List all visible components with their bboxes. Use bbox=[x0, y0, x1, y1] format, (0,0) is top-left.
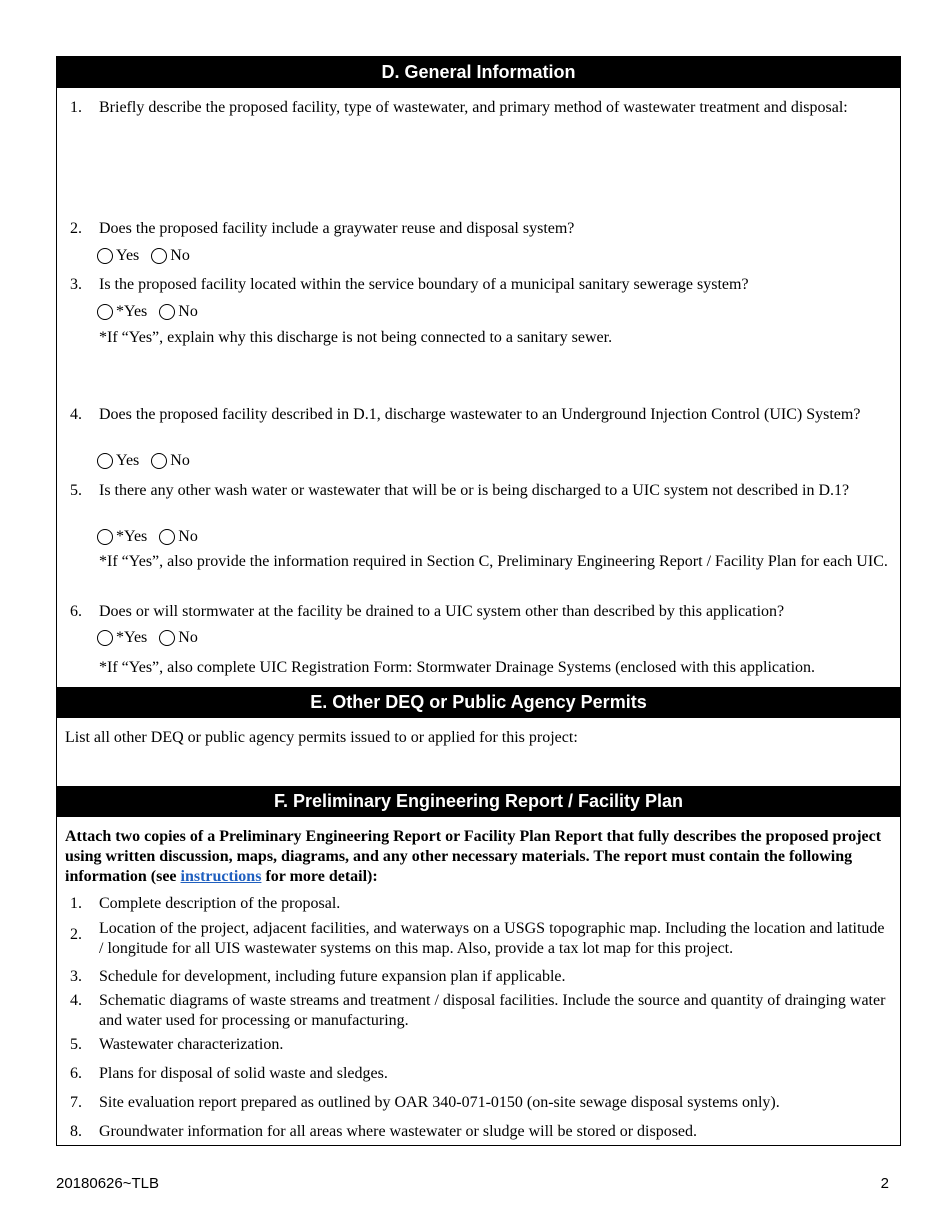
q6-yes-option[interactable] bbox=[97, 629, 147, 647]
q4-no-label: No bbox=[170, 452, 190, 469]
q4-text: Does the proposed facility described in D.1, discharge wastewater to an Underground Injection Control (UIC) System? bbox=[99, 406, 861, 423]
radio-circle-icon[interactable] bbox=[97, 529, 113, 545]
f-item-8-text: Groundwater information for all areas where wastewater or sludge will be stored or disposed. bbox=[99, 1123, 698, 1140]
q6-no-label: No bbox=[178, 629, 198, 646]
q1-text: Briefly describe the proposed facility, type of wastewater, and primary method of wastewater treatment and disposal: bbox=[99, 99, 848, 116]
section-e-text: List all other DEQ or public agency permits issued to or applied for this project: bbox=[65, 729, 578, 746]
q4-yes-option[interactable] bbox=[97, 452, 139, 470]
q2-yes-label: Yes bbox=[116, 247, 140, 264]
q5-text: Is there any other wash water or wastewater that will be or is being discharged to a UIC system not described in D.1? bbox=[99, 482, 850, 499]
q5-number: 5. bbox=[70, 482, 82, 499]
f-item-8-number: 8. bbox=[70, 1123, 82, 1140]
q4-no-option[interactable] bbox=[151, 452, 190, 470]
section-f-header: F. Preliminary Engineering Report / Facility Plan bbox=[57, 786, 900, 817]
q5-note: *If “Yes”, also provide the information required in Section C, Preliminary Engineering Report / Facility Plan for each UIC. bbox=[99, 553, 888, 570]
f-item-2-text: Location of the project, adjacent facilities, and waterways on a USGS topographic map. Including the location and latitude / longitude for all UIS wastewater systems on this map. Also, provide a tax lot map for this project. bbox=[99, 920, 885, 957]
q2-number: 2. bbox=[70, 220, 82, 237]
q3-no-option[interactable] bbox=[159, 303, 198, 321]
f-item-2-number: 2. bbox=[70, 926, 82, 943]
q4-yes-label: Yes bbox=[116, 452, 140, 469]
f-item-4-number: 4. bbox=[70, 992, 82, 1009]
q1-number: 1. bbox=[70, 99, 82, 116]
q2-no-label: No bbox=[170, 247, 190, 264]
q5-yes-label: *Yes bbox=[116, 528, 148, 545]
q3-note: *If “Yes”, explain why this discharge is not being connected to a sanitary sewer. bbox=[99, 329, 613, 346]
q3-text: Is the proposed facility located within the service boundary of a municipal sanitary sewerage system? bbox=[99, 276, 749, 293]
f-item-6-number: 6. bbox=[70, 1065, 82, 1082]
q3-yes-option[interactable] bbox=[97, 303, 147, 321]
q5-no-label: No bbox=[178, 528, 198, 545]
radio-circle-icon[interactable] bbox=[151, 248, 167, 264]
f-item-5-number: 5. bbox=[70, 1036, 82, 1053]
q3-number: 3. bbox=[70, 276, 82, 293]
q4-number: 4. bbox=[70, 406, 82, 423]
section-e-header: E. Other DEQ or Public Agency Permits bbox=[57, 687, 900, 718]
f-item-4-text: Schematic diagrams of waste streams and treatment / disposal facilities. Include the source and quantity of drainging water and water used for processing or manufacturing. bbox=[99, 992, 886, 1029]
radio-circle-icon[interactable] bbox=[97, 304, 113, 320]
radio-circle-icon[interactable] bbox=[97, 248, 113, 264]
f-item-7-number: 7. bbox=[70, 1094, 82, 1111]
q6-radio-group bbox=[97, 628, 210, 648]
q2-yes-option[interactable] bbox=[97, 247, 139, 265]
radio-circle-icon[interactable] bbox=[159, 304, 175, 320]
instructions-link[interactable]: instructions bbox=[180, 868, 262, 885]
footer-code: 20180626~TLB bbox=[56, 1175, 160, 1192]
section-d-header: D. General Information bbox=[57, 57, 900, 88]
f-item-7-text: Site evaluation report prepared as outlined by OAR 340-071-0150 (on-site sewage disposal systems only). bbox=[99, 1094, 780, 1111]
f-item-1-number: 1. bbox=[70, 895, 82, 912]
q2-radio-group bbox=[97, 246, 202, 266]
page-number: 2 bbox=[880, 1175, 889, 1192]
f-item-5-text: Wastewater characterization. bbox=[99, 1036, 284, 1053]
radio-circle-icon[interactable] bbox=[159, 630, 175, 646]
q6-number: 6. bbox=[70, 603, 82, 620]
application-form bbox=[56, 56, 901, 1146]
q3-no-label: No bbox=[178, 303, 198, 320]
f-item-6-text: Plans for disposal of solid waste and sledges. bbox=[99, 1065, 388, 1082]
f-item-3-text: Schedule for development, including future expansion plan if applicable. bbox=[99, 968, 566, 985]
f-item-3-number: 3. bbox=[70, 968, 82, 985]
intro-text-end: for more detail): bbox=[261, 868, 378, 885]
q2-text: Does the proposed facility include a graywater reuse and disposal system? bbox=[99, 220, 575, 237]
q2-no-option[interactable] bbox=[151, 247, 190, 265]
q6-text: Does or will stormwater at the facility be drained to a UIC system other than described by this application? bbox=[99, 603, 785, 620]
radio-circle-icon[interactable] bbox=[151, 453, 167, 469]
intro-text-start: Attach two copies of a Preliminary Engineering Report or Facility Plan Report that fully describes the proposed project using written discussion, maps, diagrams, and any other necessary materials. The report must contain the following information (see bbox=[65, 828, 882, 885]
radio-circle-icon[interactable] bbox=[159, 529, 175, 545]
radio-circle-icon[interactable] bbox=[97, 630, 113, 646]
q6-no-option[interactable] bbox=[159, 629, 198, 647]
q5-no-option[interactable] bbox=[159, 528, 198, 546]
q5-yes-option[interactable] bbox=[97, 528, 147, 546]
section-f-intro bbox=[65, 827, 890, 887]
q3-radio-group bbox=[97, 302, 210, 322]
q4-radio-group bbox=[97, 451, 202, 471]
f-item-1-text: Complete description of the proposal. bbox=[99, 895, 341, 912]
q3-yes-label: *Yes bbox=[116, 303, 148, 320]
radio-circle-icon[interactable] bbox=[97, 453, 113, 469]
q5-radio-group bbox=[97, 527, 210, 547]
q6-yes-label: *Yes bbox=[116, 629, 148, 646]
q6-note: *If “Yes”, also complete UIC Registration Form: Stormwater Drainage Systems (enclosed with this application. bbox=[99, 659, 816, 676]
